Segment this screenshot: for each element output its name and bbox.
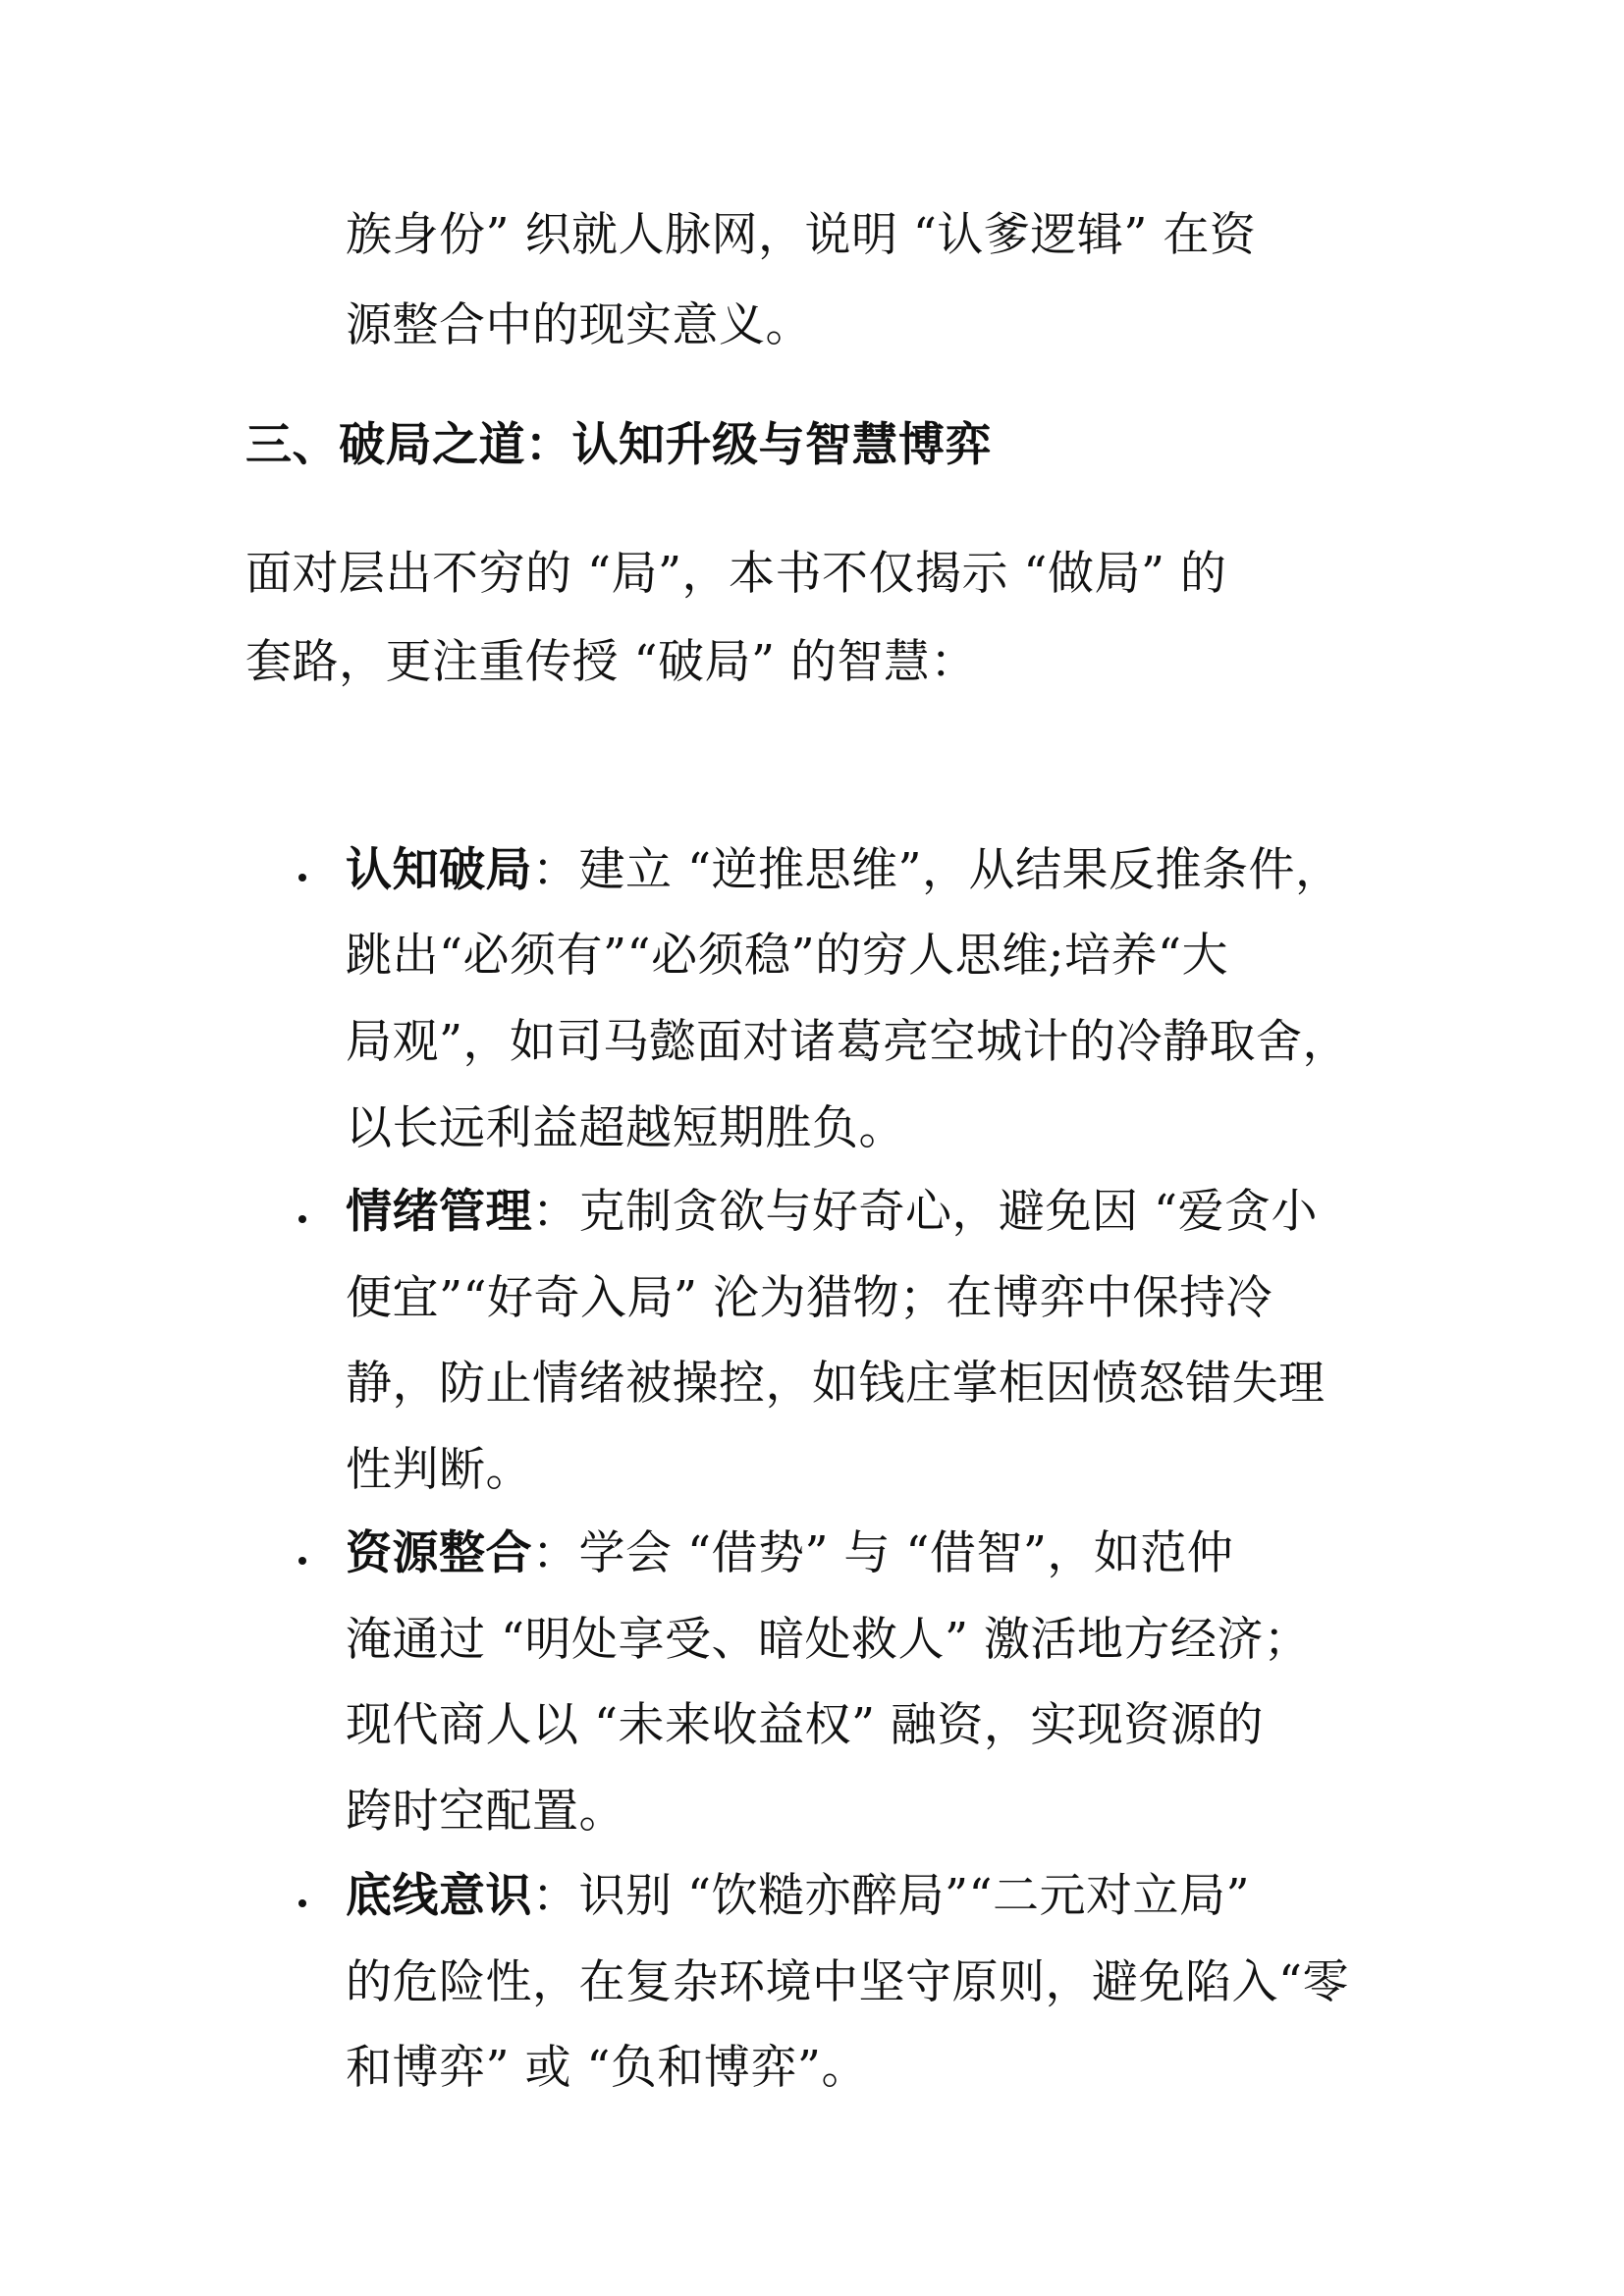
intro-line-2: 套路，更注重传授 “破局” 的智慧： xyxy=(245,635,977,689)
bullet-line: 静，防止情绪被操控，如钱庄掌柜因愤怒错失理 xyxy=(346,1357,1326,1411)
bullet-line: 跳出“必须有”“必须稳”的穷人思维;培养“大 xyxy=(346,929,1228,983)
bullet-line: 跨时空配置。 xyxy=(346,1785,625,1839)
bullet-term: 底线意识 xyxy=(346,1869,532,1923)
section-heading: 三、破局之道：认知升级与智慧博弈 xyxy=(245,418,992,472)
bullet-line: 局观”，如司马懿面对诸葛亮空城计的冷静取舍， xyxy=(346,1015,1350,1069)
bullet-text: ：克制贪欲与好奇心，避免因 “爱贪小 xyxy=(532,1185,1318,1239)
bullet-line: 的危险性，在复杂环境中坚守原则，避免陷入“零 xyxy=(346,1955,1350,2009)
bullet-line: 便宜”“好奇入局” 沦为猎物；在博弈中保持冷 xyxy=(346,1271,1273,1325)
bullet-line: 和博弈” 或 “负和博弈”。 xyxy=(346,2041,868,2095)
bullet-text: ：建立 “逆推思维”，从结果反推条件， xyxy=(532,843,1342,897)
bullet-text: ：学会 “借势” 与 “借智”，如范仲 xyxy=(532,1526,1234,1580)
bullet-text: ：识别 “饮糙亦醉局”“二元对立局” xyxy=(532,1869,1251,1923)
continuation-line-2: 源整合中的现实意义。 xyxy=(346,298,812,352)
bullet-line: 现代商人以 “未来收益权” 融资，实现资源的 xyxy=(346,1698,1264,1752)
bullet-dot xyxy=(298,1557,306,1565)
bullet-line xyxy=(346,1867,1250,1926)
bullet-line xyxy=(346,1183,1318,1242)
intro-line-1: 面对层出不穷的 “局”，本书不仅揭示 “做局” 的 xyxy=(245,547,1227,601)
bullet-line xyxy=(346,841,1342,900)
bullet-term: 资源整合 xyxy=(346,1526,532,1580)
bullet-line: 淹通过 “明处享受、暗处救人” 激活地方经济； xyxy=(346,1613,1311,1667)
bullet-term: 情绪管理 xyxy=(346,1185,532,1239)
bullet-line: 性判断。 xyxy=(346,1443,532,1497)
bullet-dot xyxy=(298,874,306,881)
bullet-dot xyxy=(298,1215,306,1223)
bullet-term: 认知破局 xyxy=(346,843,532,897)
bullet-dot xyxy=(298,1899,306,1907)
bullet-line: 以长远利益超越短期胜负。 xyxy=(346,1101,905,1155)
bullet-line xyxy=(346,1524,1233,1583)
continuation-line-1: 族身份” 织就人脉网，说明 “认爹逻辑” 在资 xyxy=(346,208,1257,262)
